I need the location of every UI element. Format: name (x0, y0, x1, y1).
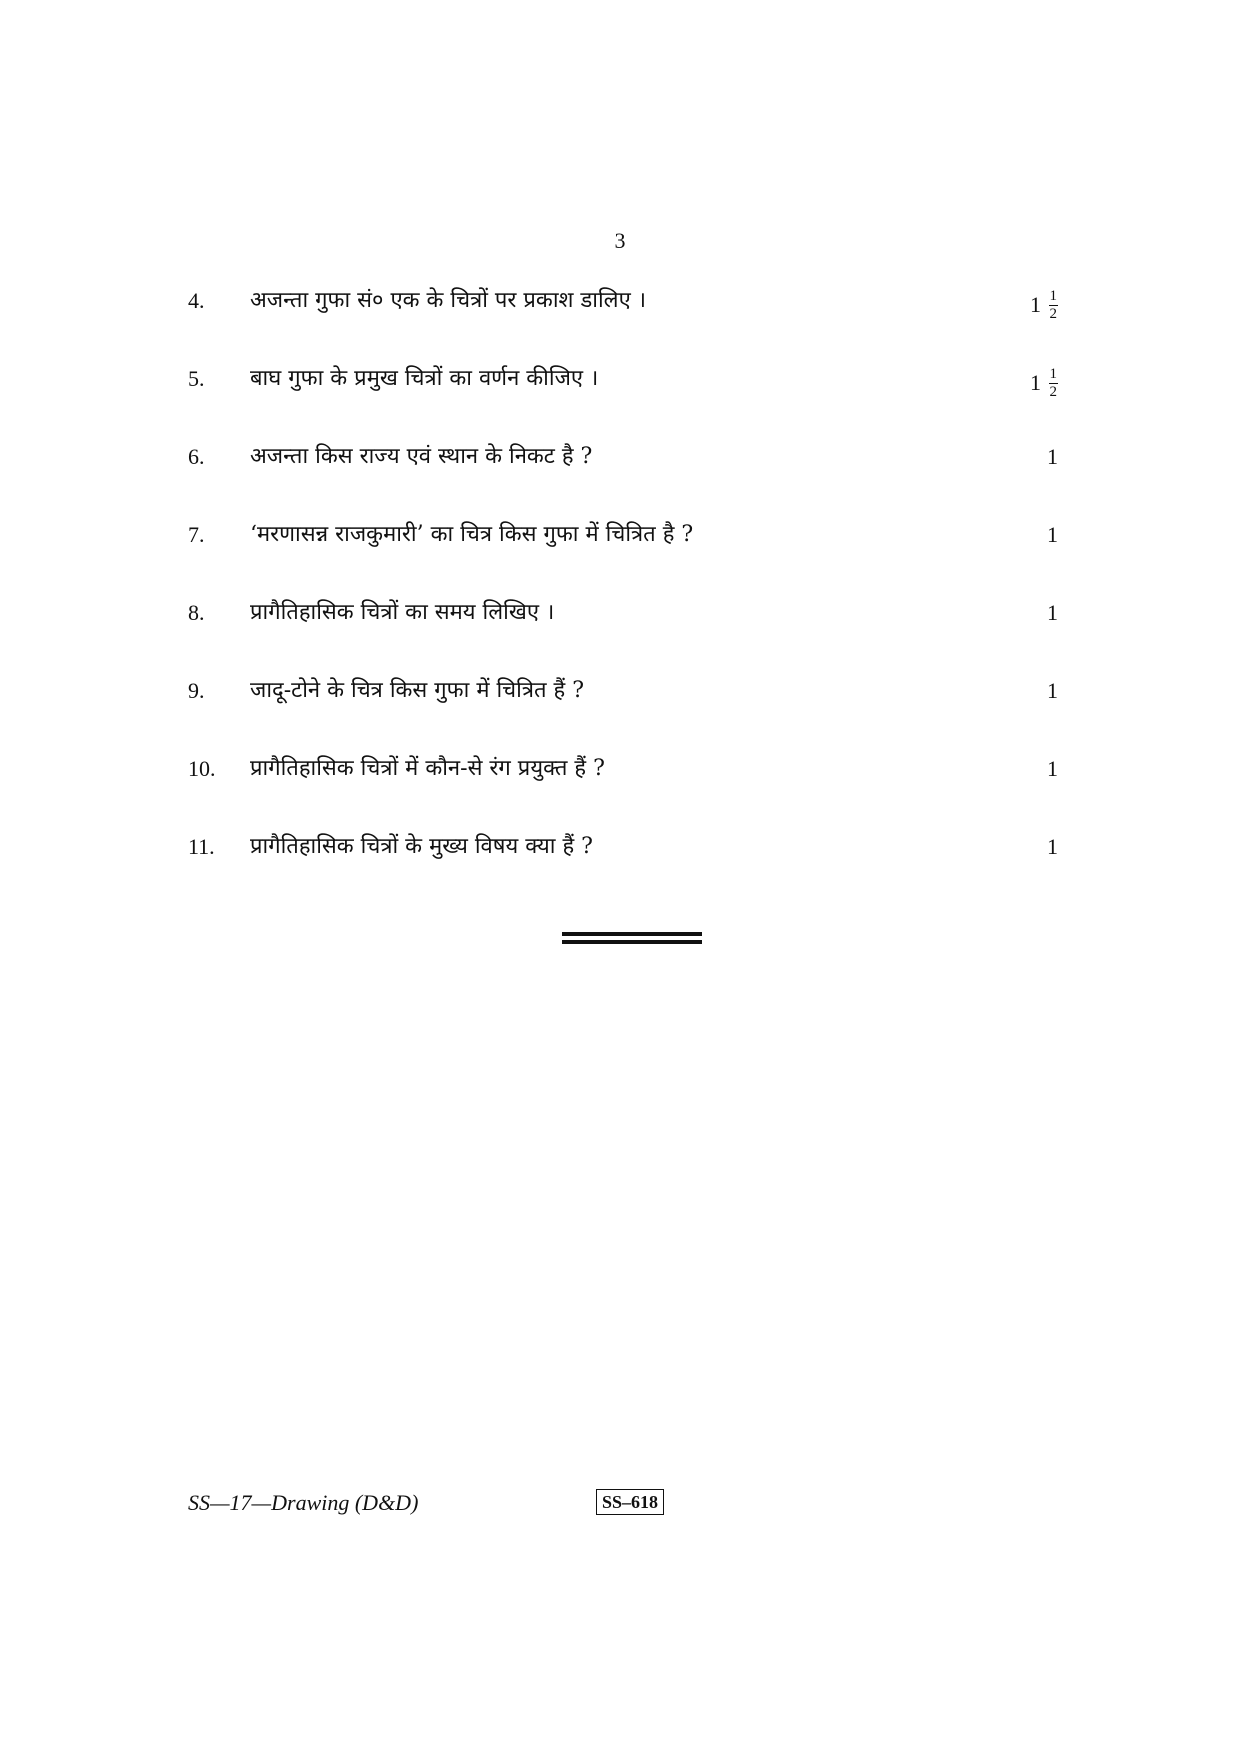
question-number: 5. (188, 366, 205, 391)
fraction-numerator: 1 (1049, 366, 1057, 382)
question-marks: 1 (1047, 834, 1058, 859)
question-item (188, 662, 1058, 740)
question-item (188, 584, 1058, 662)
question-list (188, 272, 1058, 896)
question-item (188, 272, 1058, 350)
question-number: 9. (188, 678, 205, 703)
marks-fraction (1049, 366, 1059, 400)
question-item (188, 740, 1058, 818)
question-number: 10. (188, 756, 216, 781)
question-text: बाघ गुफा के प्रमुख चित्रों का वर्णन कीजिए । (250, 366, 599, 391)
end-of-questions-rule (562, 932, 702, 948)
question-text: ‘मरणासन्न राजकुमारी’ का चित्र किस गुफा में चित्रित है ? (250, 522, 694, 547)
question-text: अजन्ता गुफा सं० एक के चित्रों पर प्रकाश डालिए । (250, 288, 647, 313)
question-number: 7. (188, 522, 205, 547)
footer-subject: SS—17—Drawing (D&D) (188, 1490, 419, 1515)
fraction-denominator: 2 (1049, 383, 1057, 400)
marks-fraction (1049, 288, 1059, 322)
question-number: 8. (188, 600, 205, 625)
question-marks: 1 (1047, 444, 1058, 469)
fraction-numerator: 1 (1049, 288, 1057, 304)
question-number: 6. (188, 444, 205, 469)
question-number: 11. (188, 834, 215, 859)
question-item (188, 818, 1058, 896)
question-marks (1030, 366, 1058, 400)
rule-line-bottom (562, 940, 702, 944)
rule-line-top (562, 932, 702, 936)
question-marks: 1 (1047, 600, 1058, 625)
question-number: 4. (188, 288, 205, 313)
question-text: अजन्ता किस राज्य एवं स्थान के निकट है ? (250, 444, 593, 469)
question-text: प्रागैतिहासिक चित्रों का समय लिखिए । (250, 600, 555, 625)
question-marks: 1 (1047, 678, 1058, 703)
page-number: 3 (614, 228, 626, 253)
fraction-denominator: 2 (1049, 305, 1057, 322)
question-item (188, 506, 1058, 584)
marks-whole: 1 (1030, 292, 1041, 317)
question-text: प्रागैतिहासिक चित्रों में कौन-से रंग प्रयुक्त हैं ? (250, 756, 605, 781)
question-text: जादू-टोने के चित्र किस गुफा में चित्रित हैं ? (250, 678, 584, 703)
question-marks: 1 (1047, 756, 1058, 781)
footer-paper-code: SS–618 (596, 1489, 664, 1515)
question-marks (1030, 288, 1058, 322)
question-item (188, 350, 1058, 428)
marks-whole: 1 (1030, 370, 1041, 395)
question-text: प्रागैतिहासिक चित्रों के मुख्य विषय क्या हैं ? (250, 834, 593, 859)
question-marks: 1 (1047, 522, 1058, 547)
question-item (188, 428, 1058, 506)
